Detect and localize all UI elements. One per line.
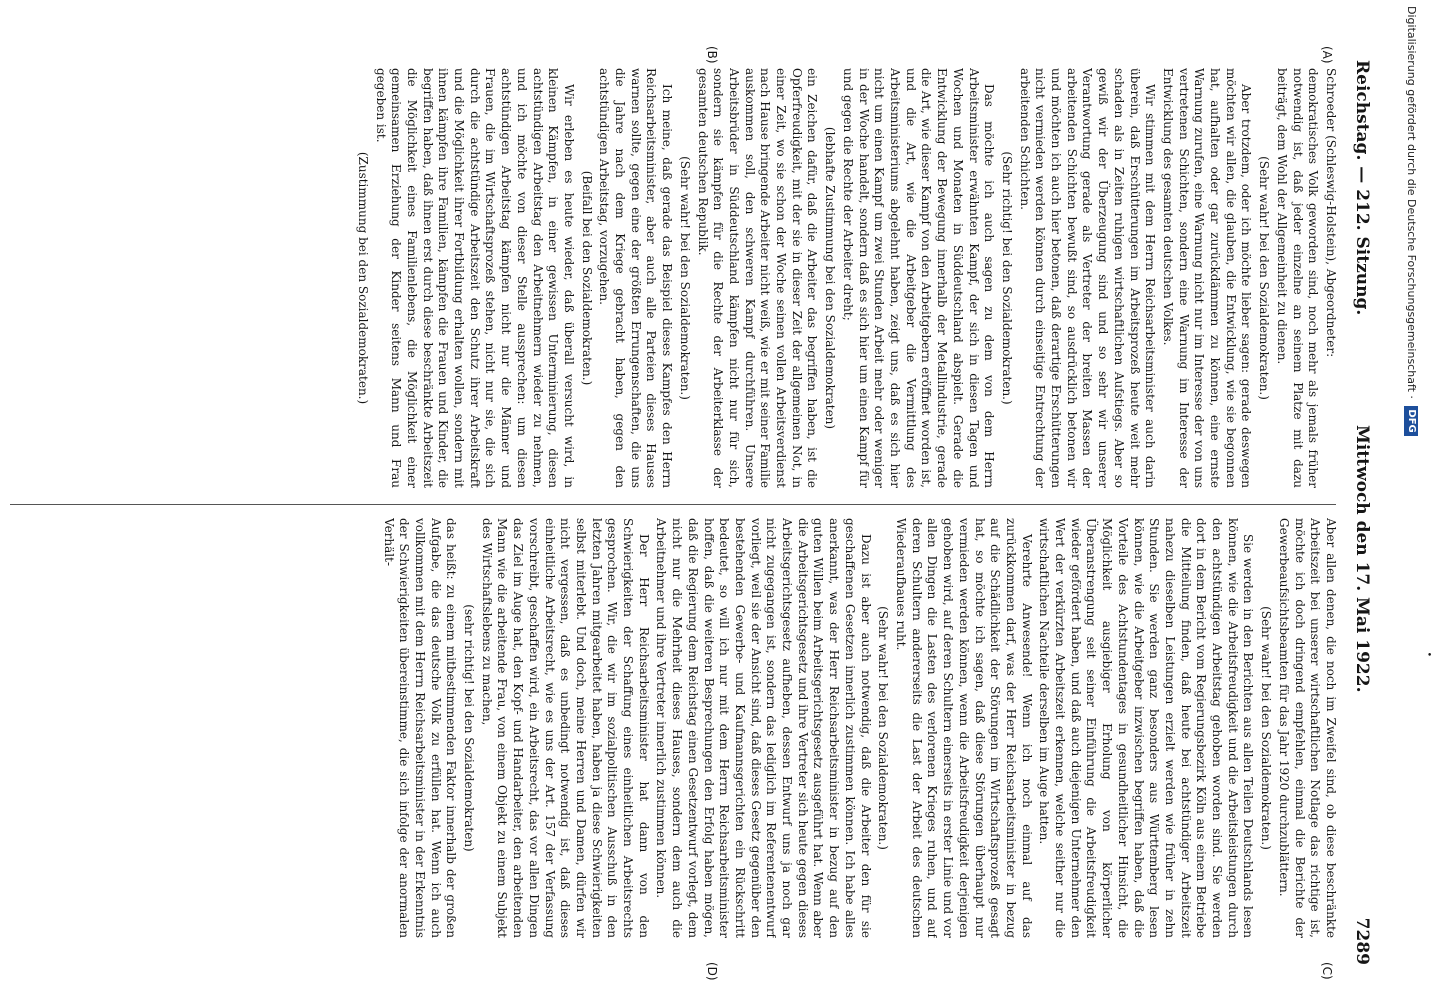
scan-speck: • — [1427, 651, 1433, 661]
speaker-line: Schroeder (Schleswig-Holstein), Abgeordneter: — [1324, 68, 1338, 358]
interjection: (Beifall bei den Sozialdemokraten.) — [579, 170, 594, 386]
right-column — [8, 518, 1338, 938]
paragraph: Wir stimmen mit dem Herrn Reichsarbeitsminister auch darin überein, daß Erschütterungen im Arbeitsprozeß heute weit mehr schaden als in Zeiten ruhigen wirtschaftlichen Aufstiegs. Aber so gewiß wir der Überzeugung sind und so sehr wir unserer Verantwortung gerade als Vertreter der breiten Massen der arbeitenden Schichten bewußt sind, so ausdrücklich betonen wir und möchten ich auch hier betonen, daß derartige Erschütterungen nicht vermieden werden können durch einseitige Entrechtung der arbeitenden Schichten. — [1017, 68, 1158, 488]
interjection: (Sehr wahr! bei den Sozialdemokraten.) — [1259, 606, 1274, 850]
interjection: (Sehr wahr! bei den Sozialdemokraten.) — [677, 156, 692, 400]
paragraph: Dazu ist aber auch notwendig, daß die Arbeiter den für sie geschaffenen Gesetzen innerlich zustimmen können. Ich habe alles anerkannt, was der Herr Reichsarbeitsminister in bezug auf den guten Willen beim Arbeitsgerichtsgesetz ausgeführt hat. Wenn aber die Arbeitsgerichtsgesetz und ihre Vertreter sich heute gegen dieses Arbeitsgerichtsgesetz aufheben, dessen Entwurf uns ja noch gar nicht zugegangen ist, sondern das lediglich im Referentenentwurf vorliegt, weil sie der Ansicht sind, daß dieses Gesetz gegenüber den bestehenden Gewerbe- und Kaufmannsgerichten ein Rückschritt bedeutet, so will ich nur mit dem Herrn Reichsarbeitsminister hoffen, daß die weiteren Besprechungen den Erfolg haben mögen, daß die Regierung dem Reichstag einen Gesetzentwurf vorlegt, dem nicht nur die Mehrheit dieses Hauses, sondern dem auch die Arbeitnehmer und ihre Vertreter innerlich zustimmen können. — [654, 518, 873, 938]
margin-letter-a: (A) — [1320, 46, 1334, 64]
paragraph: Das möchte ich auch sagen zu dem von dem Herrn Arbeitsminister erwähnten Kampf, der sich in diesen Tagen und Wochen und Monaten in Süddeutschland abspielt. Gerade die Entwicklung der Bewegung innerhalb der Metallindustrie, gerade die Art, wie dieser Kampf von den Arbeitgebern eröffnet worden ist, und die Art, wie die Arbeitgeber die Vermittlung des Arbeitsministeriums abgelehnt haben, zeigt uns, daß es sich hier nicht um einen Kampf um zwei Stunden Arbeit mehr oder weniger in der Woche handelt, sondern daß es sich hier um einen Kampf für und gegen die Rechte der Arbeiter dreht; — [840, 68, 997, 488]
interjection: (lebhafte Zustimmung bei den Sozialdemokraten) — [823, 126, 838, 430]
interjection: (Sehr wahr! bei den Sozialdemokraten.) — [876, 606, 891, 850]
interjection: (sehr richtig! bei den Sozialdemokraten) — [462, 604, 477, 852]
page-header — [1348, 30, 1378, 975]
paragraph: das heißt: zu einem mitbestimmenden Faktor innerhalb der großen Aufgabe, die das deutsche Volk zu erfüllen hat. Wenn ich auch vollkommen mit dem Herrn Reichsarbeitsminister in der Erkenntnis der Schwierigkeiten übereinstimme, die sich infolge der anormalen Verhält- — [381, 518, 459, 938]
paragraph: Aber allen denen, die noch im Zweifel sind, ob diese beschränkte Arbeitszeit bei unserer wirtschaftlichen Notlage das richtige ist, möchte ich doch dringend empfehlen, einmal die Berichte der Gewerbeaufsichtsbeamten für das Jahr 1920 durchzublättern. — [1276, 518, 1338, 938]
header-session: Reichstag. — 212. Sitzung. — [1352, 60, 1372, 316]
margin-letter-d: (D) — [705, 962, 719, 981]
header-date: Mittwoch den 17. Mai 1922. — [1352, 425, 1372, 693]
paragraph: Sie werden in den Berichten aus allen Teilen Deutschlands lesen können, wie die Arbeitsfreudigkeit und die Arbeitsleistungen durch den achtstündigen Arbeitstag gehoben worden sind. Sie werden dort in dem Bericht vom Regierungsbezirk Köln aus einem Betriebe die Mitteilung finden, daß heute bei achtstündiger Arbeitszeit nahezu dieselben Leistungen erzielt werden wie früher in zehn Stunden. Sie werden ganz besonders aus Württemberg lesen können, wie die Arbeitgeber inzwischen begriffen haben, daß die Vorteile des Achtstundentages in gesundheitlicher Hinsicht, die Möglichkeit ausgiebiger Erholung von körperlicher Überanstrengung seit seiner Einführung die Arbeitsfreudigkeit wieder gefördert haben, und daß auch diejenigen Unternehmer den Wert der verkürzten Arbeitszeit erkennen, welche seither nur die wirtschaftlichen Nachteile derselben im Auge hatten. — [1037, 518, 1256, 938]
paragraph: Aber trotzdem, oder ich möchte lieber sagen: gerade deswegen möchten wir allen, die glauben, die Entwicklung, wie sie begonnen hat, aufhalten oder gar zurückdämmen zu können, eine ernste Warnung zurufen, eine Warnung nicht nur im Interesse der von uns vertretenen Schichten, sondern eine Warnung im Interesse der Entwicklung des gesamten deutschen Volkes. — [1160, 68, 1254, 488]
digitization-credit — [1400, 6, 1422, 996]
paragraph: Der Herr Reichsarbeitsminister hat dann von den Schwierigkeiten der Schaffung eines einheitlichen Arbeitsrechts gesprochen. Wir, die wir im sozialpolitischen Ausschuß in den letzten Jahren mitgearbeitet haben, haben ja diese Schwierigkeiten selbst miterlebt. Und doch, meine Herren und Damen, dürfen wir nicht vergessen, daß es unbedingt notwendig ist, daß dieses einheitliche Arbeitsrecht, wie es uns der Art. 157 der Verfassung vorschreibt, geschaffen wird, ein Arbeitsrecht, das vor allen Dingen das Ziel im Auge hat, den Kopf- und Handarbeiter, den arbeitenden Mann wie die arbeitende Frau, von einem Objekt zu einem Subjekt des Wirtschaftslebens zu machen, — [479, 518, 651, 938]
credit-text: Digitalisierung gefördert durch die Deutsche Forschungsgemeinschaft · — [1405, 6, 1418, 399]
paragraph: Wir erleben es heute wieder, daß überall versucht wird, in kleinen Kämpfen, in einer gewissen Unterminierung, diesen achtstündigen Arbeitstag den Arbeitnehmern wieder zu nehmen, und ich möchte von dieser Stelle aussprechen: um diesen achtstündigen Arbeitstag kämpfen nicht nur die Männer und Frauen, die im Wirtschaftsprozeß stehen, nicht nur sie, die sich durch die achtstündige Arbeitszeit den Schutz ihrer Arbeitskraft und die Möglichkeit ihrer Fortbildung erhalten wollen, sondern mit ihnen kämpfen ihre Familien, kämpfen die Frauen und Kinder, die begriffen haben, daß ihnen erst durch diese beschränkte Arbeitszeit die Möglichkeit eines Familienlebens, die Möglichkeit einer gemeinsamen Erziehung der Kinder seitens Mann und Frau gegeben ist. — [373, 68, 576, 488]
page-number: 7289 — [1352, 917, 1372, 965]
column-divider — [10, 504, 1336, 505]
interjection: (Sehr wahr! bei den Sozialdemokraten.) — [1257, 156, 1272, 400]
margin-letter-c: (C) — [1320, 962, 1334, 980]
margin-letter-b: (B) — [705, 46, 719, 64]
paragraph: ein Zeichen dafür, daß die Arbeiter das begriffen haben, ist die Opferfreudigkeit, mit der sie in dieser Zeit der allgemeinen Not, in einer Zeit, wo sie schon der Woche seinen vollen Arbeitsverdienst nach Hause bringende Arbeiter nicht weiß, wie er mit seiner Familie auskommen soll, den schweren Kampf durchführen. Unsere Arbeitsbrüder in Süddeutschland kämpfen nicht nur für sich, sondern sie kämpfen für die Rechte der Arbeiterklasse der gesamten deutschen Republik. — [695, 68, 820, 488]
dfg-logo: DFG — [1404, 406, 1418, 435]
paragraph: demokratisches Volk geworden sind, noch mehr als jemals früher notwendig ist, daß jeder einzelne an seinem Platze mit dazu beiträgt, dem Wohl der Allgemeinheit zu dienen. — [1274, 68, 1321, 488]
paragraph: Verehrte Anwesende! Wenn ich noch einmal auf das zurückkommen darf, was der Herr Reichsarbeitsminister in bezug auf die Schädlichkeit der Störungen im Wirtschaftsprozeß gesagt hat, so möchte ich sagen, daß diese Störungen überhaupt nur vermieden werden können, wenn die Arbeitsfreudigkeit derjenigen gehoben wird, auf deren Schultern einerseits in erster Linie und vor allen Dingen die Lasten des verlorenen Krieges ruhen, und auf deren Schultern andererseits die Last der Arbeit des deutschen Wiederaufbaues ruht. — [894, 518, 1034, 938]
left-column — [8, 68, 1338, 488]
paragraph: Ich meine, daß gerade das Beispiel dieses Kampfes den Herrn Reichsarbeitsminister, aber auch alle Parteien dieses Hauses warnen sollte, gegen eine der größten Errungenschaften, die uns die Jahre nach dem Kriege gebracht haben, gegen den achtstündigen Arbeitstag, vorzugehen. — [597, 68, 675, 488]
interjection: (Zustimmung bei den Sozialdemokraten.) — [355, 151, 370, 405]
interjection: (Sehr richtig! bei den Sozialdemokraten.) — [999, 151, 1014, 405]
